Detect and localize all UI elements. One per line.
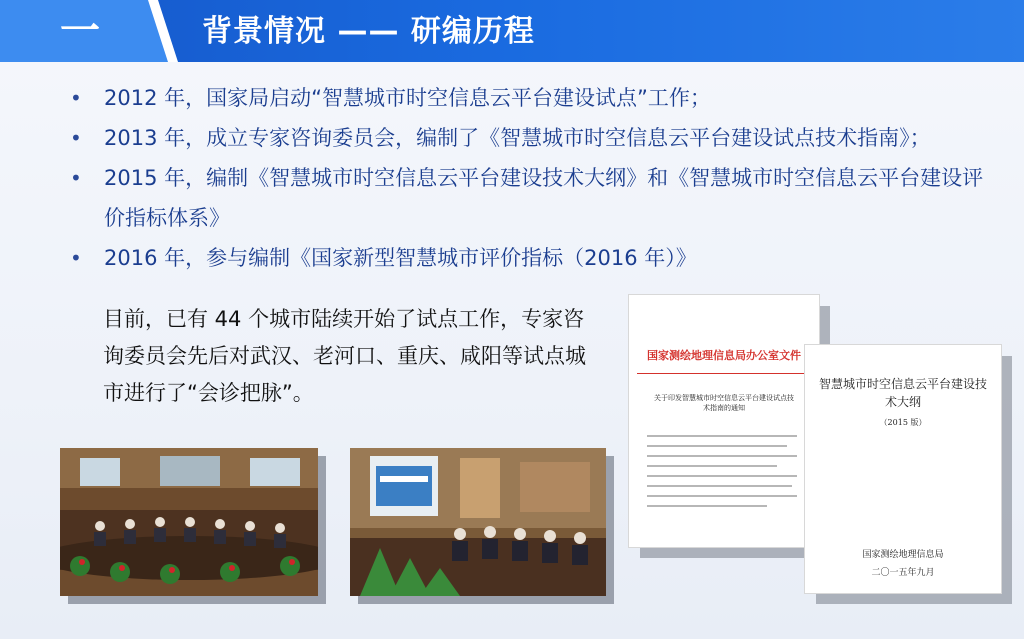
- bullet-text: 2015 年，编制《智慧城市时空信息云平台建设技术大纲》和《智慧城市时空信息云平台建设评价指标体系》: [104, 166, 984, 230]
- bullet-text: 2016 年，参与编制《国家新型智慧城市评价指标（2016 年）》: [104, 246, 697, 270]
- meeting-photo-1-image: [60, 448, 318, 596]
- document-text-line: [647, 465, 777, 467]
- meeting-photo-1: [60, 448, 318, 596]
- bullet-item: [70, 118, 990, 158]
- section-title: 背景情况 —— 研编历程: [202, 14, 535, 49]
- summary-text: 目前，已有 44 个城市陆续开始了试点工作，专家咨询委员会先后对武汉、老河口、重庆、咸阳等试点城市进行了“会诊把脉”。: [103, 307, 586, 405]
- bullet-dot-icon: •: [70, 246, 82, 270]
- bullet-dot-icon: •: [70, 86, 82, 110]
- document-outline-edition: （2015 版）: [879, 418, 927, 427]
- document-text-line: [647, 475, 797, 477]
- meeting-photo-2-image: [350, 448, 606, 596]
- document-text-line: [647, 445, 787, 447]
- document-outline-issuer: 国家测绘地理信息局: [862, 550, 944, 560]
- document-outline: [804, 344, 1002, 594]
- document-outline-date: 二〇一五年九月: [871, 568, 935, 578]
- document-text-line: [647, 455, 797, 457]
- document-header: 国家测绘地理信息局办公室文件: [647, 349, 801, 362]
- bullet-dot-icon: •: [70, 166, 82, 190]
- document-text-line: [647, 485, 792, 487]
- document-notice: [628, 294, 820, 548]
- bullet-text: 2013 年，成立专家咨询委员会，编制了《智慧城市时空信息云平台建设试点技术指南》；: [104, 126, 931, 150]
- bullet-text: 2012 年，国家局启动“智慧城市时空信息云平台建设试点”工作；: [104, 86, 711, 110]
- bullet-item: [70, 158, 990, 238]
- document-text-line: [647, 505, 767, 507]
- bullet-list: [70, 78, 990, 278]
- section-number: 一: [60, 8, 100, 54]
- bullet-item: [70, 238, 990, 278]
- document-text-line: [647, 495, 797, 497]
- bullet-dot-icon: •: [70, 126, 82, 150]
- meeting-photo-2: [350, 448, 606, 596]
- header-bar: [0, 0, 1024, 62]
- bullet-item: [70, 78, 990, 118]
- document-red-rule: [637, 373, 811, 374]
- document-title: 关于印发智慧城市时空信息云平台建设试点技术指南的通知: [654, 394, 794, 412]
- document-text-line: [647, 435, 797, 437]
- document-outline-title: 智慧城市时空信息云平台建设技术大纲: [818, 377, 987, 409]
